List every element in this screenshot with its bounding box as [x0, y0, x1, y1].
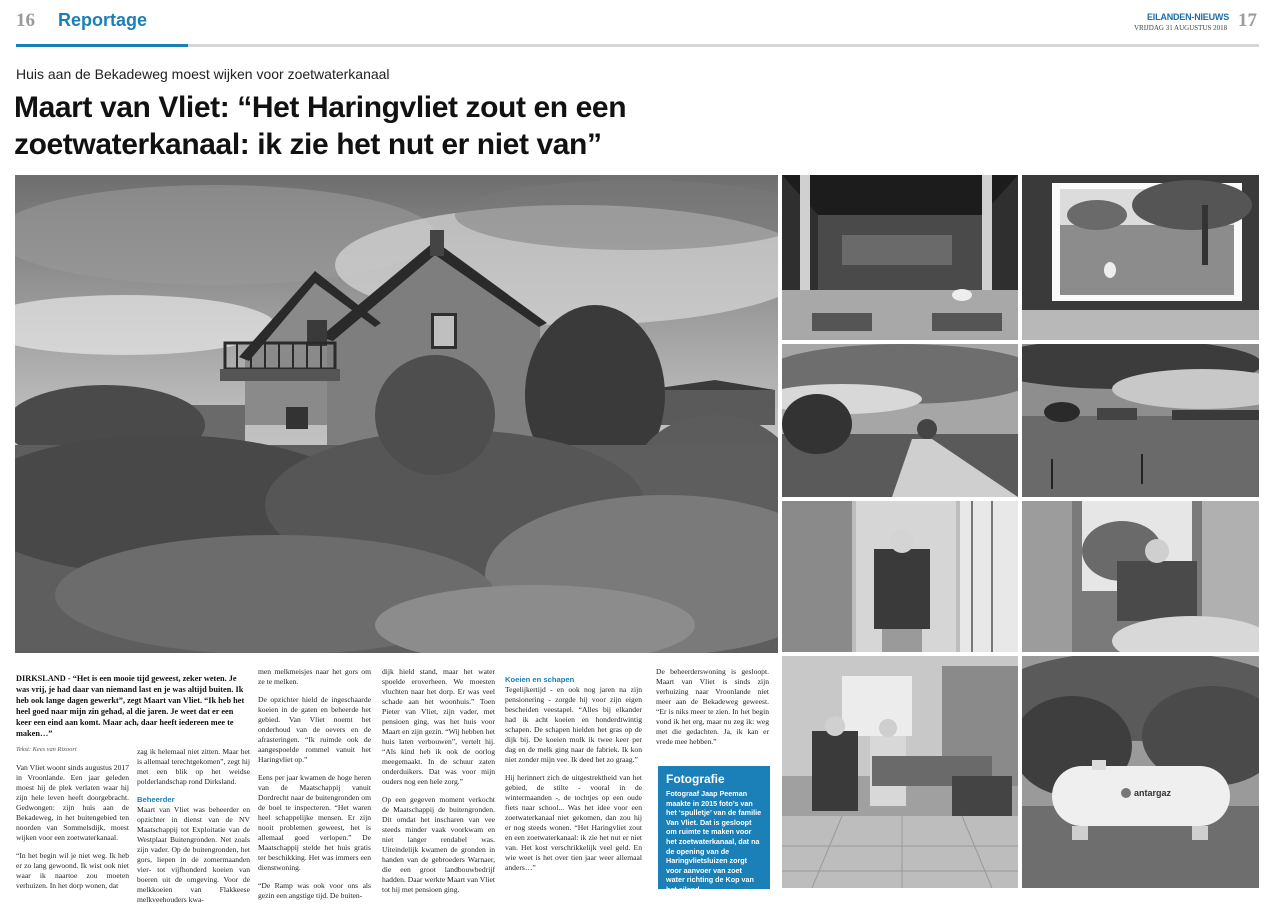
- newspaper-brand: EILANDEN-NIEUWS: [1147, 12, 1229, 22]
- paragraph: Maart van Vliet was beheerder en opzichter in dienst van de NV Maatschappij tot Exploitatie van de Westplaat Buitengronden. Net zoals zijn vader. Op de buitengronden, het gors, liepen in de zomermaanden vier- tot vijfhonderd koeien van boeren uit de omgeving. Voor de melkkoeien van Flakkeese melkveehouders kwa-: [137, 805, 250, 904]
- paragraph: men melkmeisjes naar het gors om ze te melken.: [258, 667, 371, 686]
- photo-barn-interior: [782, 175, 1018, 340]
- headline-line-2: zoetwaterkanaal: ik zie het nut er niet van”: [14, 128, 602, 161]
- infobox-title: Fotografie: [666, 772, 725, 786]
- column-3: [258, 667, 371, 909]
- window-photo: [1022, 175, 1259, 340]
- photo-couple-kitchen: [782, 656, 1018, 888]
- seated-photo: [1022, 501, 1259, 652]
- section-accent-rule: [16, 44, 188, 47]
- road-photo: [782, 344, 1018, 497]
- tank-photo: [1022, 656, 1259, 888]
- paragraph: Eens per jaar kwamen de hoge heren van de Maatschappij vanuit Dordrecht naar de buitengronden om de boel te inspecteren. “Het waren heel schappelijke mensen. Er zijn nooit problemen geweest, het is allemaal goed verlopen.” De Maatschappij stelde het huis gratis ter beschikking. Het was immers een dienstwoning.: [258, 773, 371, 872]
- paragraph: De beheerderswoning is gesloopt. Maart van Vliet is sinds zijn verhuizing naar Vroonlande niet meer aan de Bekadeweg geweest. “Er is niks meer te zien. In het begin vond ik het erg, maar nu zeg ik: weg met die gedachten. Ja, ik kan er vrede mee hebben.”: [656, 667, 769, 746]
- headline: [14, 89, 774, 163]
- paragraph: Tegelijkertijd - en ook nog jaren na zijn pensionering - zorgde hij voor zijn eigen bescheiden veestapel. “Alles bij elkander had ik acht koeien en honderdtwintig schapen. De schapen hielden het gras op de dijk bij. De koeien molk ik twee keer per dag en de melk ging naar de fabriek. Ik kon niet zonder mijn vee. Ik deed het zo graag.”: [505, 685, 642, 764]
- paragraph: Op een gegeven moment verkocht de Maatschappij de buitengronden. Dit omdat het inscharen van vee steeds minder vaak voorkwam en niet langer rendabel was. Uiteindelijk kwamen de gronden in handen van de gebroeders Warnaer, die een groot landbouwbedrijf hadden. Daar werkte Maart van Vliet tot hij met pensioen ging.: [382, 795, 495, 894]
- photo-man-seated: [1022, 501, 1259, 652]
- subheading-koeien-en-schapen: Koeien en schapen: [505, 675, 575, 684]
- column-2: [137, 747, 250, 913]
- paragraph: De opzichter hield de ingeschaarde koeien in de gaten en beheerde het gebied. Van Vliet noemt het onderhoud van de oevers en de afrasteringen. “Ik ruimde ook de aangespoelde rommel vanuit het Haringvliet op.”: [258, 695, 371, 764]
- column-5: [505, 675, 642, 881]
- paragraph: “De Ramp was ook voor ons als gezin een angstige tijd. De buiten-: [258, 881, 371, 900]
- photo-dike-road: [782, 344, 1018, 497]
- main-photo-farmhouse: [15, 175, 778, 653]
- photo-window-cat: [1022, 175, 1259, 340]
- issue-date: VRIJDAG 31 AUGUSTUS 2018: [1134, 24, 1228, 32]
- lede: [16, 673, 250, 739]
- tank-logo-text: antargaz: [1134, 788, 1172, 798]
- kitchen-photo: [782, 656, 1018, 888]
- paragraph: zag ik helemaal niet zitten. Maar het is allemaal terechtgekomen”, zegt hij met een blik op het weidse polderlandschap rond Dirksland.: [137, 747, 250, 786]
- lede-text: - “Het is een mooie tijd geweest, zeker weten. Je was vrij, je had daar van niemand last en je was altijd buiten. Ik heb ook lange dagen gewerkt”, zegt Maart van Vliet. “Ik heb het heel goed naar mijn zin gehad, al die jaren. Je weet dat er een keer een eind aan komt. Maar ach, daar heeft iedereen mee te maken…”: [16, 674, 245, 738]
- photography-infobox: [658, 766, 770, 894]
- photo-polder-field: [1022, 344, 1259, 497]
- kicker: Huis aan de Bekadeweg moest wijken voor zoetwaterkanaal: [16, 66, 390, 82]
- column-4: [382, 667, 495, 903]
- right-page-number: 17: [1238, 10, 1257, 31]
- paragraph: dijk hield stand, maar het water spoelde eroverheen. We moesten vluchten naar het dorp. Er was veel schade aan het woonhuis.” Toen Pieter van Vliet, zijn vader, met pensioen ging, was het huis voor Maart en zijn gezin. “Wij hebben het huis laten verbouwen”, vertelt hij. “Als kind heb ik ook de oorlog meegemaakt. In de schuur zaten onderduikers. Dat was voor mijn ouders nog een hele zorg.”: [382, 667, 495, 786]
- barn-photo: [782, 175, 1018, 340]
- photo-gas-tank: [1022, 656, 1259, 888]
- left-page-number: 16: [16, 10, 35, 31]
- headline-line-1: Maart van Vliet: “Het Haringvliet zout en een: [14, 91, 627, 124]
- infobox-text: Fotograaf Jaap Peeman maakte in 2015 foto’s van het ‘spulletje’ van de familie Van Vliet. Dat is gesloopt om ruimte te maken voor het zoetwaterkanaal, dat na de opening van de Haringvlietsluizen zorgt voor aanvoer van zoet water richting de Kop van het eiland.: [666, 789, 762, 894]
- paragraph: “In het begin wil je niet weg. Ik heb er zo lang gewoond. Ik wist ook niet waar ik naartoe zou moeten verhuizen. In het dorp wonen, dat: [16, 851, 129, 890]
- paragraph: Hij herinnert zich de uitgestrektheid van het gebied, de stilte - vooral in de wintermaanden -, de tochtjes op een oude fiets naar school... Was het idee voor een zoetwaterkanaal niet gekomen, dan zou hij er nog steeds wonen. “Het Haringvliet zout en een zoetwaterkanaal: ik zie het nut er niet van. Het kost verschrikkelijk veel geld. En wie weet is het over tien jaar weer allemaal anders…”: [505, 773, 642, 872]
- farmhouse-photo: [15, 175, 778, 653]
- dateline: DIRKSLAND: [16, 674, 66, 683]
- column-6: [656, 667, 769, 755]
- doorway-photo: [782, 501, 1018, 652]
- paragraph: Van Vliet woont sinds augustus 2017 in Vroonlande. Een jaar geleden moest hij de plek verlaten waar hij zijn hele leven heeft doorgebracht. Gedwongen: zijn huis aan de Bekadeweg, in het buitengebied ten noorden van Sommelsdijk, moest wijken voor een zoetwaterkanaal.: [16, 763, 129, 842]
- section-title: Reportage: [58, 10, 148, 30]
- header-rule: [16, 44, 1259, 47]
- photo-man-doorway: [782, 501, 1018, 652]
- subheading-beheerder: Beheerder: [137, 795, 175, 804]
- byline: Tekst: Kees van Rixoort: [16, 746, 77, 753]
- field-photo: [1022, 344, 1259, 497]
- column-1: [16, 745, 129, 899]
